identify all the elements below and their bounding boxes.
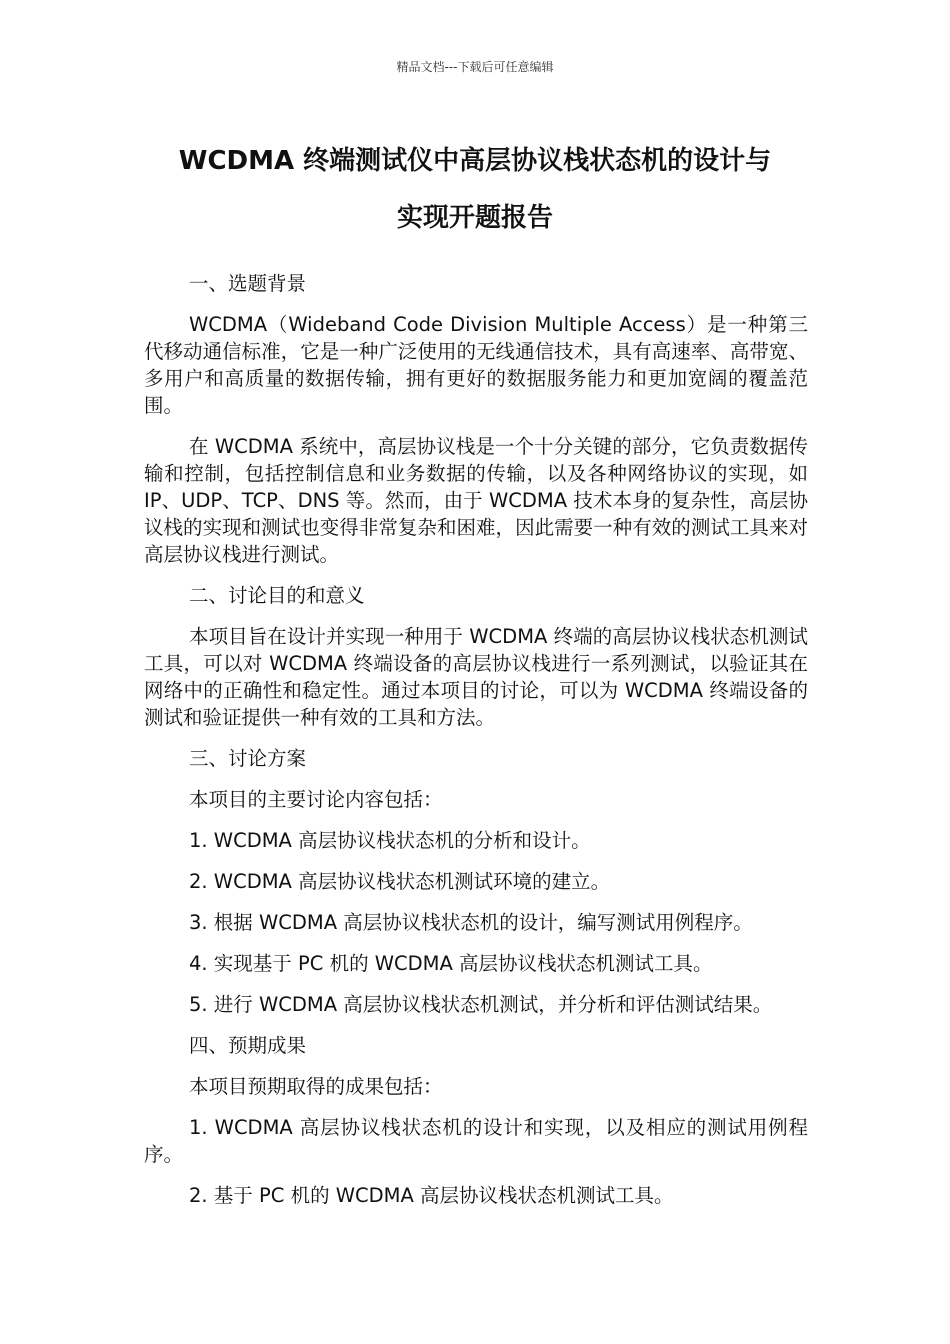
plan-item-3: 3. 根据 WCDMA 高层协议栈状态机的设计，编写测试用例程序。: [189, 911, 753, 934]
background-paragraph-1: WCDMA（Wideband Code Division Multiple Access）是一种第三代移动通信标准，它是一种广泛使用的无线通信技术，具有高速率、高带宽、多用户和高质量的数据传输，拥有更好的数据服务能力和更加宽阔的覆盖范围。: [144, 313, 808, 417]
results-intro: 本项目预期取得的成果包括：: [189, 1075, 443, 1098]
section-heading-background: 一、选题背景: [189, 272, 307, 295]
plan-intro: 本项目的主要讨论内容包括：: [189, 788, 443, 811]
plan-item-1: 1. WCDMA 高层协议栈状态机的分析和设计。: [189, 829, 591, 852]
section-heading-results: 四、预期成果: [189, 1034, 307, 1057]
document-body: [144, 270, 808, 1223]
background-paragraph-2: 在 WCDMA 系统中，高层协议栈是一个十分关键的部分，它负责数据传输和控制，包括控制信息和业务数据的传输，以及各种网络协议的实现，如 IP、UDP、TCP、DNS 等。然而，由于 WCDMA 技术本身的复杂性，高层协议栈的实现和测试也变得非常复杂和困难，因此需要一种有效的测试工具来对高层协议栈进行测试。: [144, 435, 808, 566]
results-item-1: 1. WCDMA 高层协议栈状态机的设计和实现，以及相应的测试用例程序。: [144, 1116, 808, 1166]
plan-item-4: 4. 实现基于 PC 机的 WCDMA 高层协议栈状态机测试工具。: [189, 952, 713, 975]
results-item-2: 2. 基于 PC 机的 WCDMA 高层协议栈状态机测试工具。: [189, 1184, 674, 1207]
header-note: 精品文档---下载后可任意编辑: [396, 60, 554, 74]
section-heading-plan: 三、讨论方案: [189, 747, 307, 770]
purpose-paragraph-1: 本项目旨在设计并实现一种用于 WCDMA 终端的高层协议栈状态机测试工具，可以对 WCDMA 终端设备的高层协议栈进行一系列测试，以验证其在网络中的正确性和稳定性。通过本项目的讨论，可以为 WCDMA 终端设备的测试和验证提供一种有效的工具和方法。: [144, 625, 808, 729]
section-heading-purpose: 二、讨论目的和意义: [189, 584, 365, 607]
plan-item-5: 5. 进行 WCDMA 高层协议栈状态机测试，并分析和评估测试结果。: [189, 993, 773, 1016]
plan-item-2: 2. WCDMA 高层协议栈状态机测试环境的建立。: [189, 870, 611, 893]
title-line-1: WCDMA 终端测试仪中高层协议栈状态机的设计与: [178, 146, 772, 176]
title-line-2: 实现开题报告: [396, 203, 553, 233]
